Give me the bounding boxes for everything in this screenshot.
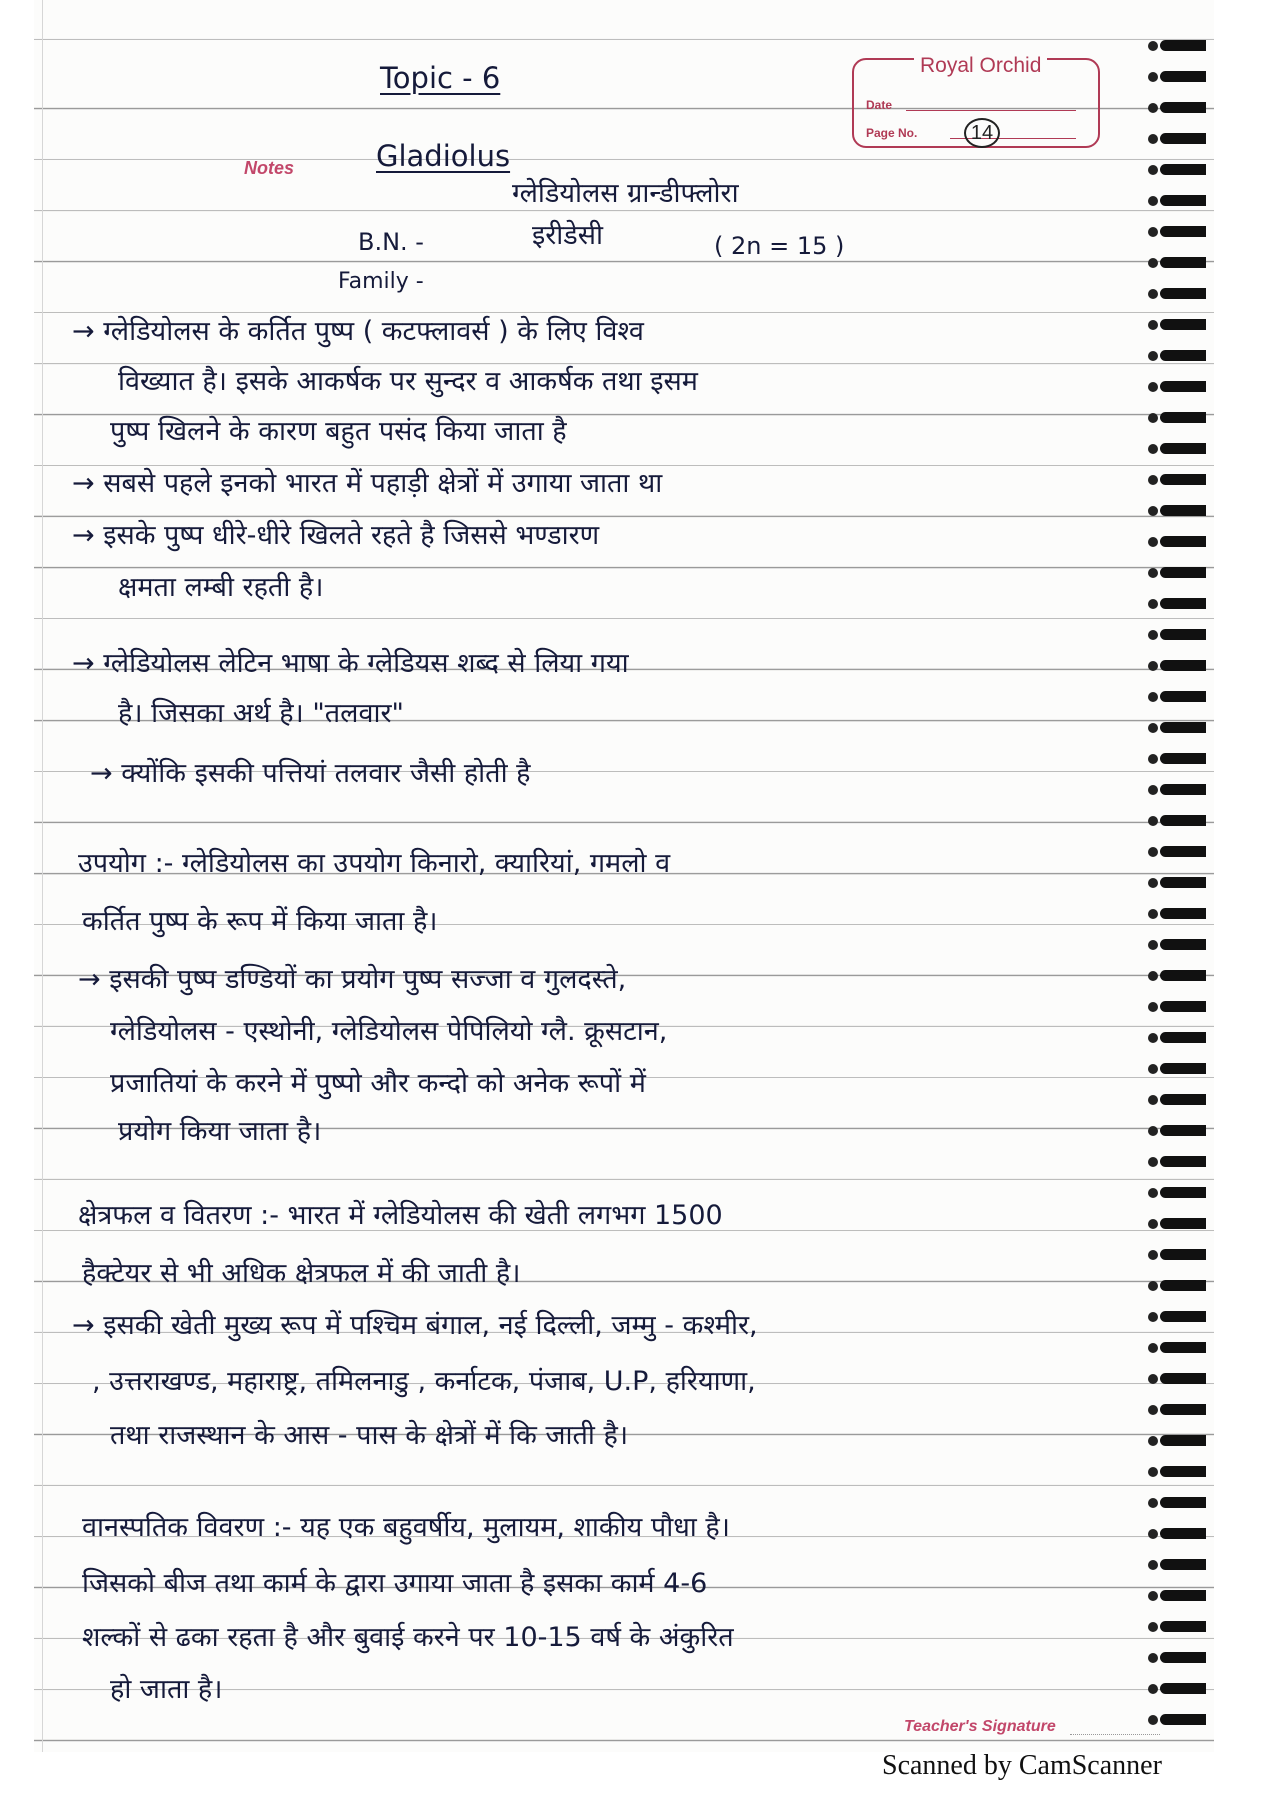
spiral-ring [1160, 1280, 1206, 1291]
margin-line [42, 0, 43, 1752]
spiral-ring [1160, 1559, 1206, 1570]
binding-hole [1148, 1529, 1158, 1539]
family-label: Family - [338, 269, 424, 294]
binding-hole [1148, 1095, 1158, 1105]
binding-hole [1148, 382, 1158, 392]
note-line: प्रजातियां के करने में पुष्पो और कन्दो को अनेक रूपों में [110, 1068, 646, 1099]
teacher-signature-label: Teacher's Signature [904, 1718, 1056, 1735]
binding-hole [1148, 475, 1158, 485]
note-line: , उत्तराखण्ड, महाराष्ट्र, तमिलनाडु , कर्नाटक, पंजाब, U.P, हरियाणा, [92, 1366, 756, 1397]
binding-hole [1148, 630, 1158, 640]
binding-hole [1148, 692, 1158, 702]
binding-hole [1148, 723, 1158, 733]
binding-hole [1148, 661, 1158, 671]
spiral-ring [1160, 908, 1206, 919]
binding-hole [1148, 599, 1158, 609]
spiral-ring [1160, 877, 1206, 888]
spiral-ring [1160, 164, 1206, 175]
spiral-ring [1160, 1466, 1206, 1477]
spiral-ring [1160, 1590, 1206, 1601]
scanner-watermark: Scanned by CamScanner [882, 1750, 1162, 1781]
spiral-ring [1160, 288, 1206, 299]
spiral-ring [1160, 1652, 1206, 1663]
binding-hole [1148, 785, 1158, 795]
spiral-ring [1160, 1094, 1206, 1105]
binding-hole [1148, 940, 1158, 950]
binding-hole [1148, 1157, 1158, 1167]
note-line: क्षमता लम्बी रहती है। [118, 572, 324, 603]
note-line: है। जिसका अर्थ है। "तलवार" [118, 698, 404, 729]
spiral-ring [1160, 691, 1206, 702]
binding-hole [1148, 754, 1158, 764]
spiral-ring [1160, 598, 1206, 609]
notes-stamp: Notes [244, 158, 295, 178]
binding-hole [1148, 1188, 1158, 1198]
spiral-ring [1160, 1063, 1206, 1074]
binding-hole [1148, 1498, 1158, 1508]
spiral-ring [1160, 1001, 1206, 1012]
binding-hole [1148, 1684, 1158, 1694]
spiral-ring [1160, 1218, 1206, 1229]
spiral-ring [1160, 381, 1206, 392]
spiral-ring [1160, 1435, 1206, 1446]
note-line: तथा राजस्थान के आस - पास के क्षेत्रों में कि जाती है। [110, 1420, 629, 1451]
spiral-ring [1160, 40, 1206, 51]
note-line: पुष्प खिलने के कारण बहुत पसंद किया जाता है [110, 416, 567, 447]
spiral-ring [1160, 1621, 1206, 1632]
spiral-ring [1160, 846, 1206, 857]
notebook-page [34, 0, 1214, 1752]
date-line [906, 110, 1076, 111]
note-line: → इसके पुष्प धीरे-धीरे खिलते रहते है जिससे भण्डारण [72, 520, 600, 551]
english-name: Gladiolus [376, 139, 511, 173]
binding-hole [1148, 258, 1158, 268]
spiral-ring [1160, 505, 1206, 516]
spiral-ring [1160, 443, 1206, 454]
binding-hole [1148, 1126, 1158, 1136]
binding-hole [1148, 1715, 1158, 1725]
botanical-label: B.N. - [358, 228, 424, 256]
note-line: कर्तित पुष्प के रूप में किया जाता है। [82, 906, 438, 937]
spiral-ring [1160, 567, 1206, 578]
binding-hole [1148, 878, 1158, 888]
page-label: Page No. [866, 126, 918, 140]
binding-hole [1148, 1405, 1158, 1415]
binding-hole [1148, 1033, 1158, 1043]
spiral-ring [1160, 1404, 1206, 1415]
binding-hole [1148, 1436, 1158, 1446]
binding-hole [1148, 444, 1158, 454]
page-number: 14 [964, 118, 1000, 148]
spiral-ring [1160, 257, 1206, 268]
topic-title: Topic - 6 [380, 61, 501, 95]
binding-hole [1148, 1591, 1158, 1601]
spiral-ring [1160, 133, 1206, 144]
note-line: प्रयोग किया जाता है। [118, 1116, 322, 1147]
note-line: → क्योंकि इसकी पत्तियां तलवार जैसी होती है [90, 758, 531, 789]
note-line: शल्कों से ढका रहता है और बुवाई करने पर 10-15 वर्ष के अंकुरित [82, 1622, 734, 1653]
binding-hole [1148, 134, 1158, 144]
spiral-ring [1160, 102, 1206, 113]
binding-hole [1148, 289, 1158, 299]
chromosome-number: ( 2n = 15 ) [714, 232, 845, 260]
brand-name: Royal Orchid [914, 54, 1047, 78]
binding-hole [1148, 196, 1158, 206]
note-line: → इसकी खेती मुख्य रूप में पश्चिम बंगाल, नई दिल्ली, जम्मु - कश्मीर, [72, 1310, 758, 1341]
binding-hole [1148, 971, 1158, 981]
spiral-ring [1160, 1311, 1206, 1322]
note-line: क्षेत्रफल व वितरण :- भारत में ग्लेडियोलस की खेती लगभग 1500 [78, 1200, 723, 1231]
note-line: उपयोग :- ग्लेडियोलस का उपयोग किनारो, क्यारियां, गमलो व [78, 848, 671, 879]
binding-hole [1148, 506, 1158, 516]
spiral-ring [1160, 1156, 1206, 1167]
binding-hole [1148, 1467, 1158, 1477]
note-line: हो जाता है। [110, 1674, 223, 1705]
spiral-ring [1160, 722, 1206, 733]
binding-hole [1148, 1064, 1158, 1074]
binding-hole [1148, 41, 1158, 51]
spiral-ring [1160, 350, 1206, 361]
binding-hole [1148, 847, 1158, 857]
spiral-ring [1160, 970, 1206, 981]
spiral-ring [1160, 1683, 1206, 1694]
note-line: → ग्लेडियोलस लेटिन भाषा के ग्लेडियस शब्द से लिया गया [72, 648, 629, 679]
spiral-ring [1160, 1125, 1206, 1136]
family-name: इरीडेसी [532, 220, 603, 251]
note-line: → इसकी पुष्प डण्डियों का प्रयोग पुष्प सज्जा व गुलदस्ते, [78, 964, 627, 995]
binding-hole [1148, 816, 1158, 826]
note-line: जिसको बीज तथा कार्म के द्वारा उगाया जाता है इसका कार्म 4-6 [82, 1568, 708, 1599]
spiral-ring [1160, 1187, 1206, 1198]
spiral-ring [1160, 412, 1206, 423]
spiral-ring [1160, 1249, 1206, 1260]
note-line: → ग्लेडियोलस के कर्तित पुष्प ( कटफ्लावर्स ) के लिए विश्व [72, 316, 644, 347]
spiral-ring [1160, 1497, 1206, 1508]
binding-hole [1148, 1002, 1158, 1012]
spiral-ring [1160, 474, 1206, 485]
spiral-ring [1160, 226, 1206, 237]
spiral-ring [1160, 629, 1206, 640]
binding-hole [1148, 1250, 1158, 1260]
note-line: हैक्टेयर से भी अधिक क्षेत्रफल में की जाती है। [82, 1258, 521, 1289]
spiral-ring [1160, 1528, 1206, 1539]
spiral-ring [1160, 536, 1206, 547]
spiral-ring [1160, 319, 1206, 330]
binding-hole [1148, 72, 1158, 82]
brand-box [852, 54, 1100, 148]
spiral-ring [1160, 1714, 1206, 1725]
spiral-ring [1160, 753, 1206, 764]
spiral-ring [1160, 1342, 1206, 1353]
spiral-ring [1160, 939, 1206, 950]
binding-hole [1148, 1622, 1158, 1632]
binding-hole [1148, 1219, 1158, 1229]
binding-hole [1148, 1343, 1158, 1353]
binding-hole [1148, 351, 1158, 361]
spiral-ring [1160, 1032, 1206, 1043]
binding-hole [1148, 227, 1158, 237]
binding-hole [1148, 537, 1158, 547]
spiral-ring [1160, 784, 1206, 795]
date-label: Date [866, 98, 893, 112]
note-line: ग्लेडियोलस - एस्थोनी, ग्लेडियोलस पेपिलियो ग्लै. क्रूसटान, [110, 1016, 668, 1047]
binding-hole [1148, 103, 1158, 113]
spiral-ring [1160, 815, 1206, 826]
spiral-ring [1160, 71, 1206, 82]
binding-hole [1148, 165, 1158, 175]
binding-hole [1148, 1560, 1158, 1570]
botanical-name: ग्लेडियोलस ग्रान्डीफ्लोरा [512, 178, 739, 209]
note-line: विख्यात है। इसके आकर्षक पर सुन्दर व आकर्षक तथा इसम [118, 366, 698, 397]
note-line: वानस्पतिक विवरण :- यह एक बहुवर्षीय, मुलायम, शाकीय पौधा है। [82, 1512, 730, 1543]
binding-hole [1148, 1374, 1158, 1384]
note-line: → सबसे पहले इनको भारत में पहाड़ी क्षेत्रों में उगाया जाता था [72, 468, 663, 499]
spiral-binding [1144, 0, 1214, 1752]
binding-hole [1148, 909, 1158, 919]
binding-hole [1148, 320, 1158, 330]
spiral-ring [1160, 195, 1206, 206]
binding-hole [1148, 568, 1158, 578]
binding-hole [1148, 1312, 1158, 1322]
binding-hole [1148, 413, 1158, 423]
binding-hole [1148, 1281, 1158, 1291]
spiral-ring [1160, 660, 1206, 671]
binding-hole [1148, 1653, 1158, 1663]
spiral-ring [1160, 1373, 1206, 1384]
